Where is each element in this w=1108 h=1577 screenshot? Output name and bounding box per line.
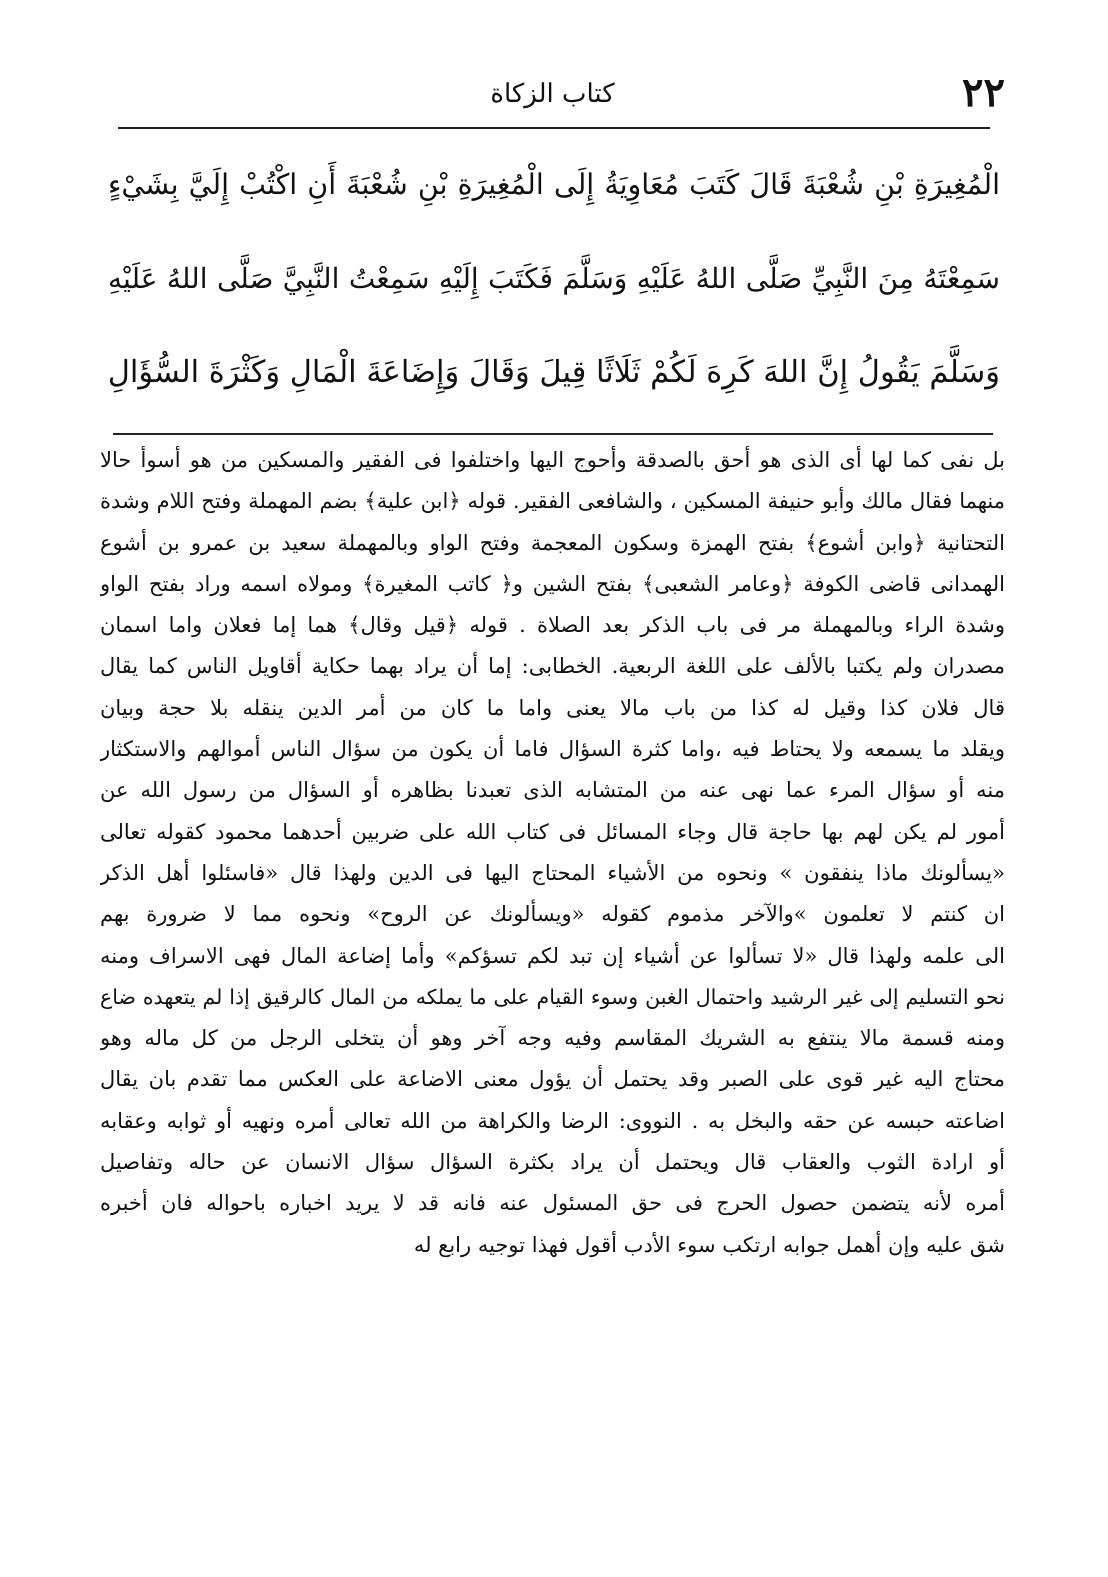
commentary-line: أمره لأنه يتضمن حصول الحرج فى حق المسئول عنه فانه قد لا يريد اخباره باحواله فان أخبره [100, 1191, 1005, 1216]
commentary-line: ان كنتم لا تعلمون »والآخر مذموم كقوله «ويسألونك عن الروح» ونحوه مما لا ضرورة بهم [100, 902, 1005, 927]
commentary-divider [113, 433, 993, 435]
commentary-line: أمور لم يكن لهم بها حاجة قال وجاء المسائل فى كتاب الله على ضربين أحدهما محمود كقوله تعالى [100, 819, 1005, 844]
page-number: ٢٢ [962, 69, 1005, 116]
commentary-line: محتاج اليه غير قوى على الصبر وقد يحتمل أن يؤول معنى الاضاعة على العكس مما تقدم بان يقال [100, 1067, 1005, 1092]
commentary-line: «يسألونك ماذا ينفقون » ونحوه من الأشياء المحتاج اليها فى الدين ولهذا قال «فاسئلوا أهل الذكر [100, 860, 1005, 885]
hadith-line: الْمُغِيرَةِ بْنِ شُعْبَةَ قَالَ كَتَبَ مُعَاوِيَةُ إِلَى الْمُغِيرَةِ بْنِ شُعْبَةَ أَنِ اكْتُبْ إِلَيَّ بِشَيْءٍ [108, 168, 1000, 201]
commentary-line: قال فلان كذا وقيل له كذا من باب مالا يعنى واما ما كان من أمر الدين ينقله بلا حجة وبيان [100, 695, 1005, 720]
page-header [100, 68, 1005, 118]
commentary-line: الى علمه ولهذا قال «لا تسألوا عن أشياء إن تبد لكم تسؤكم» وأما إضاعة المال فهى الاسراف ومنه [100, 943, 1005, 968]
commentary-line: ومنه قسمة مالا ينتفع به الشريك المقاسم وفيه وجه آخر وهو أن يتخلى الرجل من كل ماله وهو [100, 1026, 1005, 1051]
hadith-line: سَمِعْتَهُ مِنَ النَّبِيِّ صَلَّى اللهُ عَلَيْهِ وَسَلَّمَ فَكَتَبَ إِلَيْهِ سَمِعْتُ النَّبِيَّ صَلَّى اللهُ عَلَيْهِ [108, 262, 1000, 295]
header-rule [118, 127, 990, 129]
commentary-line: وشدة الراء وبالمهملة مر فى باب الذكر بعد الصلاة . قوله ﴿قيل وقال﴾ هما إما فعلان واما اسمان [100, 613, 1005, 638]
running-title: كتاب الزكاة [490, 79, 615, 109]
commentary-line: التحتانية ﴿وابن أشوع﴾ بفتح الهمزة وسكون المعجمة وفتح الواو وبالمهملة سعيد بن عمرو بن أشوع [100, 530, 1005, 555]
hadith-text [108, 138, 1000, 420]
commentary-text [100, 440, 1005, 1440]
commentary-line: نحو التسليم إلى غير الرشيد واحتمال الغبن وسوء القيام على ما يملكه من المال كالرقيق إذا لم يتعهده ضاع [100, 984, 1005, 1009]
commentary-line: مصدران ولم يكتبا بالألف على اللغة الربعية. الخطابى: إما أن يراد بهما حكاية أقاويل الناس كما يقال [100, 654, 1005, 679]
hadith-line: وَسَلَّمَ يَقُولُ إِنَّ اللهَ كَرِهَ لَكُمْ ثَلَاثًا قِيلَ وَقَالَ وَإِضَاعَةَ الْمَالِ وَكَثْرَةَ السُّؤَالِ [108, 355, 1000, 390]
commentary-line: منه أو سؤال المرء عما نهى عنه من المتشابه الذى تعبدنا بظاهره أو السؤال من رسول الله عن [100, 778, 1005, 803]
commentary-line: اضاعته حبسه عن حقه والبخل به . النووى: الرضا والكراهة من الله تعالى أمره ونهيه أو ثوابه وعقابه [100, 1108, 1005, 1133]
commentary-line: بل نفى كما لها أى الذى هو أحق بالصدقة وأحوج اليها واختلفوا فى الفقير والمسكين من هو أسوأ حالا [100, 448, 1005, 472]
commentary-line: الهمدانى قاضى الكوفة ﴿وعامر الشعبى﴾ بفتح الشين و﴿ كاتب المغيرة﴾ ومولاه اسمه وراد بفتح الواو [100, 571, 1005, 596]
commentary-line: ويقلد ما يسمعه ولا يحتاط فيه ،واما كثرة السؤال فاما أن يكون من سؤال الناس أموالهم والاستكثار [100, 737, 1005, 762]
commentary-line: شق عليه وإن أهمل جوابه ارتكب سوء الأدب أقول فهذا توجيه رابع له [413, 1232, 1005, 1257]
commentary-line: منهما فقال مالك وأبو حنيفة المسكين ، والشافعى الفقير. قوله ﴿ابن علية﴾ بضم المهملة وفتح اللام وشدة [100, 489, 1005, 514]
commentary-line: أو ارادة الثوب والعقاب قال ويحتمل أن يراد بكثرة السؤال سؤال الانسان عن حاله وتفاصيل [100, 1150, 1005, 1175]
